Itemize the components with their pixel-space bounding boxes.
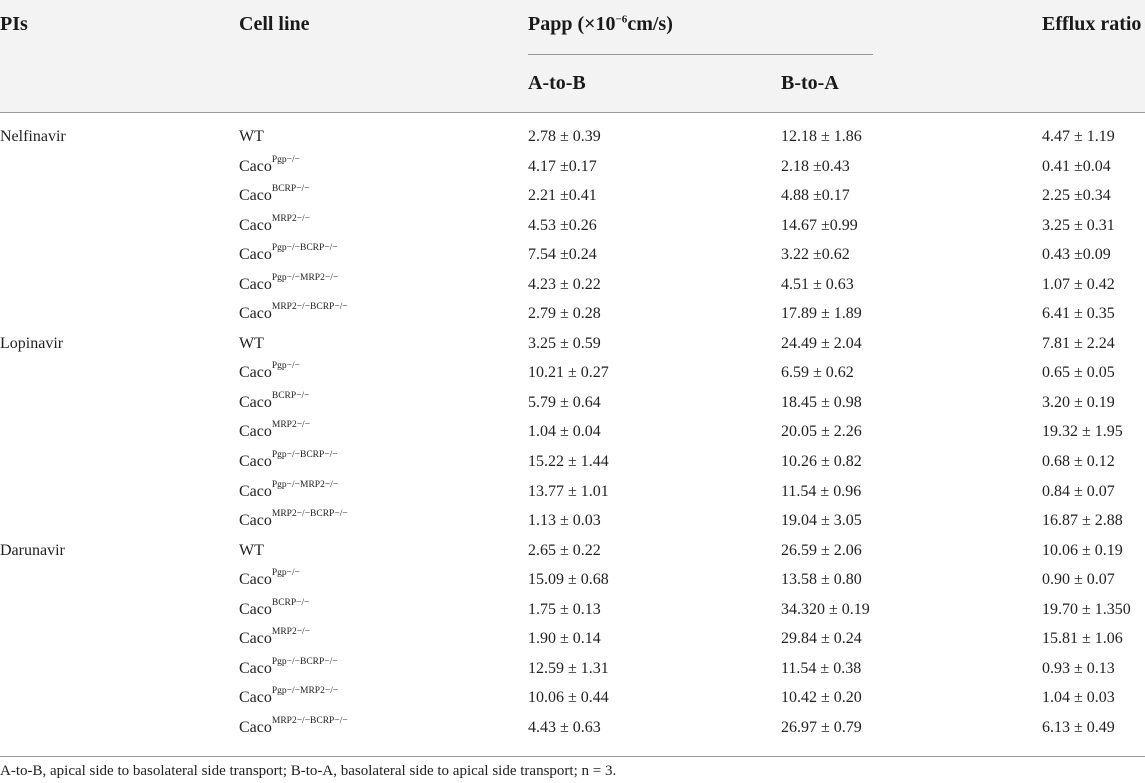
- cell-line: [239, 128, 264, 146]
- header-papp-exponent: −6: [615, 13, 628, 26]
- papp-a-to-b: 4.17 ±0.17: [528, 157, 597, 175]
- papp-a-to-b: 15.09 ± 0.68: [528, 571, 609, 589]
- table-row: [0, 480, 1145, 510]
- papp-b-to-a: 4.51 ± 0.63: [781, 275, 854, 293]
- cell-line: [239, 361, 301, 382]
- cell-line-knockout: MRP2−/−: [271, 627, 311, 638]
- efflux-ratio: 0.90 ± 0.07: [1042, 571, 1115, 589]
- cell-line-knockout: Pgp−/−MRP2−/−: [271, 479, 339, 490]
- cell-line-knockout: BCRP−/−: [271, 184, 310, 195]
- header-a-to-b: A-to-B: [528, 72, 586, 94]
- cell-line-name: Caco: [239, 718, 272, 736]
- cell-line-knockout: Pgp−/−BCRP−/−: [271, 243, 338, 254]
- cell-line-knockout: BCRP−/−: [271, 390, 310, 401]
- cell-line-name: Caco: [239, 571, 272, 589]
- papp-b-to-a: 26.97 ± 0.79: [781, 718, 862, 736]
- papp-a-to-b: 4.23 ± 0.22: [528, 275, 601, 293]
- cell-line: [239, 715, 348, 737]
- efflux-ratio: 0.84 ± 0.07: [1042, 482, 1115, 500]
- papp-a-to-b: 12.59 ± 1.31: [528, 659, 609, 677]
- pi-name: Darunavir: [0, 541, 65, 559]
- cell-line-name: Caco: [239, 689, 272, 707]
- papp-b-to-a: 14.67 ±0.99: [781, 216, 858, 234]
- papp-b-to-a: 3.22 ±0.62: [781, 246, 850, 264]
- cell-line: [239, 542, 264, 560]
- efflux-ratio: 3.20 ± 0.19: [1042, 393, 1115, 411]
- cell-line-knockout: Pgp−/−: [271, 361, 301, 372]
- efflux-ratio: 2.25 ±0.34: [1042, 187, 1111, 205]
- papp-a-to-b: 1.13 ± 0.03: [528, 512, 601, 530]
- table-row: [0, 332, 1145, 362]
- papp-b-to-a: 26.59 ± 2.06: [781, 541, 862, 559]
- cell-line-knockout: MRP2−/−BCRP−/−: [271, 302, 348, 313]
- efflux-ratio: 1.07 ± 0.42: [1042, 275, 1115, 293]
- papp-b-to-a: 19.04 ± 3.05: [781, 512, 862, 530]
- cell-line-name: Caco: [239, 157, 272, 175]
- papp-b-to-a: 17.89 ± 1.89: [781, 305, 862, 323]
- efflux-ratio: 0.65 ± 0.05: [1042, 364, 1115, 382]
- header-b-to-a: B-to-A: [781, 72, 839, 94]
- papp-b-to-a: 20.05 ± 2.26: [781, 423, 862, 441]
- papp-a-to-b: 2.79 ± 0.28: [528, 305, 601, 323]
- efflux-ratio: 3.25 ± 0.31: [1042, 216, 1115, 234]
- table-row: [0, 420, 1145, 450]
- papp-a-to-b: 4.43 ± 0.63: [528, 718, 601, 736]
- cell-line-name: Caco: [239, 246, 272, 264]
- papp-b-to-a: 4.88 ±0.17: [781, 187, 850, 205]
- header-pis: PIs: [0, 13, 28, 35]
- table-row: [0, 450, 1145, 480]
- cell-line-knockout: MRP2−/−: [271, 420, 311, 431]
- efflux-ratio: 15.81 ± 1.06: [1042, 630, 1123, 648]
- cell-line-name: Caco: [239, 512, 272, 530]
- pi-name: Nelfinavir: [0, 128, 66, 145]
- cell-line-name: WT: [239, 334, 264, 352]
- papp-a-to-b: 10.06 ± 0.44: [528, 689, 609, 707]
- cell-line: [239, 272, 339, 294]
- cell-line-knockout: Pgp−/−MRP2−/−: [271, 686, 339, 697]
- papp-b-to-a: 12.18 ± 1.86: [781, 128, 862, 145]
- papp-a-to-b: 1.90 ± 0.14: [528, 630, 601, 648]
- cell-line-name: Caco: [239, 187, 272, 205]
- papp-a-to-b: 10.21 ± 0.27: [528, 364, 609, 382]
- table-row: [0, 125, 1145, 155]
- papp-a-to-b: 5.79 ± 0.64: [528, 393, 601, 411]
- papp-b-to-a: 10.26 ± 0.82: [781, 453, 862, 471]
- cell-line: [239, 568, 301, 589]
- papp-a-to-b: 3.25 ± 0.59: [528, 334, 601, 352]
- efflux-ratio: 0.68 ± 0.12: [1042, 453, 1115, 471]
- efflux-ratio: 16.87 ± 2.88: [1042, 512, 1123, 530]
- papp-a-to-b: 1.75 ± 0.13: [528, 600, 601, 618]
- papp-a-to-b: 2.21 ±0.41: [528, 187, 597, 205]
- cell-line: [239, 335, 264, 353]
- cell-line: [239, 450, 338, 471]
- cell-line-knockout: MRP2−/−BCRP−/−: [271, 509, 348, 520]
- efflux-ratio: 0.93 ± 0.13: [1042, 659, 1115, 677]
- header-efflux-ratio: Efflux ratio: [1042, 13, 1142, 35]
- papp-divider: [528, 54, 873, 55]
- cell-line-name: Caco: [239, 600, 272, 618]
- papp-b-to-a: 11.54 ± 0.96: [781, 482, 862, 500]
- table-row: [0, 686, 1145, 716]
- cell-line: [239, 184, 310, 205]
- efflux-ratio: 4.47 ± 1.19: [1042, 128, 1115, 145]
- cell-line-name: Caco: [239, 630, 272, 648]
- pi-name: Lopinavir: [0, 334, 64, 352]
- cell-line-name: WT: [239, 541, 264, 559]
- table-row: [0, 302, 1145, 332]
- table-row: [0, 598, 1145, 628]
- cell-line-knockout: MRP2−/−: [271, 213, 311, 224]
- efflux-ratio: 19.70 ± 1.350: [1042, 600, 1131, 618]
- cell-line: [239, 243, 338, 264]
- table-row: [0, 243, 1145, 273]
- cell-line: [239, 302, 348, 323]
- table-row: [0, 657, 1145, 687]
- table-row: [0, 391, 1145, 421]
- papp-a-to-b: 2.65 ± 0.22: [528, 541, 601, 559]
- header-papp-main: Papp (×10: [528, 13, 616, 35]
- cell-line-name: Caco: [239, 482, 272, 500]
- cell-line-name: Caco: [239, 453, 272, 471]
- papp-a-to-b: 2.78 ± 0.39: [528, 128, 601, 145]
- table-row: [0, 214, 1145, 244]
- papp-a-to-b: 7.54 ±0.24: [528, 246, 597, 264]
- efflux-ratio: 0.41 ±0.04: [1042, 157, 1111, 175]
- cell-line-knockout: Pgp−/−BCRP−/−: [271, 656, 338, 667]
- table-body: [0, 125, 1145, 745]
- efflux-ratio: 0.43 ±0.09: [1042, 246, 1111, 264]
- papp-b-to-a: 10.42 ± 0.20: [781, 689, 862, 707]
- cell-line: [239, 213, 311, 235]
- cell-line: [239, 597, 310, 619]
- cell-line-name: Caco: [239, 393, 272, 411]
- cell-line: [239, 686, 339, 707]
- header-papp-unit: cm/s): [627, 13, 673, 35]
- papp-a-to-b: 1.04 ± 0.04: [528, 423, 601, 441]
- table-row: [0, 568, 1145, 598]
- table-row: [0, 627, 1145, 657]
- cell-line: [239, 420, 311, 441]
- cell-line-knockout: Pgp−/−BCRP−/−: [271, 450, 338, 461]
- cell-line-name: Caco: [239, 423, 272, 441]
- efflux-ratio: 1.04 ± 0.03: [1042, 689, 1115, 707]
- papp-b-to-a: 11.54 ± 0.38: [781, 659, 862, 677]
- cell-line-name: Caco: [239, 364, 272, 382]
- cell-line: [239, 656, 338, 678]
- table-row: [0, 273, 1145, 303]
- cell-line: [239, 479, 339, 501]
- papp-a-to-b: 4.53 ±0.26: [528, 216, 597, 234]
- cell-line-knockout: Pgp−/−: [271, 154, 301, 165]
- table-footnote: A-to-B, apical side to basolateral side transport; B-to-A, basolateral side to apical side transport; n = 3.: [0, 763, 617, 779]
- cell-line-name: Caco: [239, 216, 272, 234]
- header-papp: [528, 13, 673, 36]
- cell-line-name: Caco: [239, 275, 272, 293]
- cell-line: [239, 627, 311, 648]
- cell-line-name: Caco: [239, 659, 272, 677]
- efflux-ratio: 6.13 ± 0.49: [1042, 718, 1115, 736]
- table-row: [0, 716, 1145, 746]
- table-bottom-rule: [0, 756, 1145, 757]
- cell-line-knockout: BCRP−/−: [271, 597, 310, 608]
- header-cell-line: Cell line: [239, 13, 310, 35]
- papp-b-to-a: 13.58 ± 0.80: [781, 571, 862, 589]
- cell-line-knockout: Pgp−/−: [271, 568, 301, 579]
- papp-b-to-a: 6.59 ± 0.62: [781, 364, 854, 382]
- table-header: [0, 0, 1145, 113]
- papp-a-to-b: 15.22 ± 1.44: [528, 453, 609, 471]
- efflux-ratio: 19.32 ± 1.95: [1042, 423, 1123, 441]
- efflux-ratio: 10.06 ± 0.19: [1042, 541, 1123, 559]
- efflux-ratio: 6.41 ± 0.35: [1042, 305, 1115, 323]
- cell-line: [239, 509, 348, 530]
- cell-line: [239, 390, 310, 412]
- papp-b-to-a: 24.49 ± 2.04: [781, 334, 862, 352]
- papp-b-to-a: 18.45 ± 0.98: [781, 393, 862, 411]
- table-row: [0, 184, 1145, 214]
- table-row: [0, 539, 1145, 569]
- table-row: [0, 361, 1145, 391]
- efflux-ratio: 7.81 ± 2.24: [1042, 334, 1115, 352]
- table-row: [0, 155, 1145, 185]
- table-row: [0, 509, 1145, 539]
- papp-b-to-a: 34.320 ± 0.19: [781, 600, 870, 618]
- cell-line: [239, 154, 301, 176]
- papp-a-to-b: 13.77 ± 1.01: [528, 482, 609, 500]
- cell-line-name: Caco: [239, 305, 272, 323]
- papp-b-to-a: 29.84 ± 0.24: [781, 630, 862, 648]
- papp-b-to-a: 2.18 ±0.43: [781, 157, 850, 175]
- cell-line-knockout: Pgp−/−MRP2−/−: [271, 272, 339, 283]
- cell-line-knockout: MRP2−/−BCRP−/−: [271, 715, 348, 726]
- cell-line-name: WT: [239, 128, 264, 145]
